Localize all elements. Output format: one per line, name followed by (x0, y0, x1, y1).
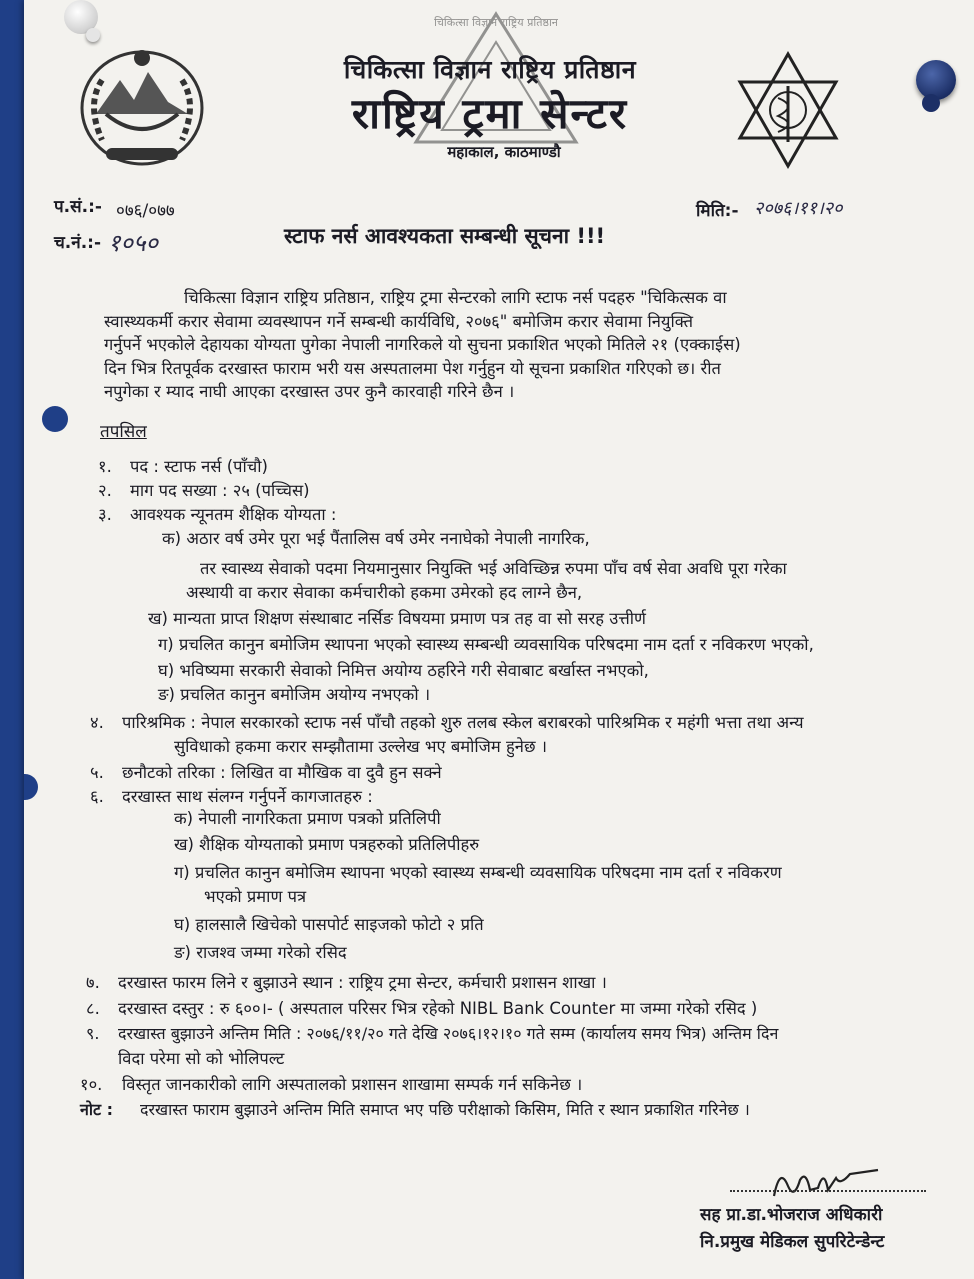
item-number: ४. (90, 713, 104, 732)
date-value: २०७६।११।२० (754, 198, 843, 219)
list-item (90, 760, 442, 783)
cn-value: १०५० (108, 229, 158, 257)
item-text: पारिश्रमिक : नेपाल सरकारको स्टाफ नर्स पाँचौ तहको शुरु तलब स्केल बराबरको पारिश्रमिक र महंगी भत्ता तथा अन्य (122, 713, 804, 732)
sub-item: क) अठार वर्ष उमेर पूरा भई पैंतालिस वर्ष उमेर ननाघेको नेपाली नागरिक, (162, 529, 590, 548)
notice-title: स्टाफ नर्स आवश्यकता सम्बन्धी सूचना !!! (284, 224, 606, 248)
sub-item: ख) शैक्षिक योग्यताको प्रमाण पत्रहरुको प्रतिलिपीहरु (174, 835, 480, 854)
sub-item: ङ) प्रचलित कानुन बमोजिम अयोग्य नभएको । (158, 685, 431, 704)
item-text: दरखास्त साथ संलग्न गर्नुपर्ने कागजातहरु : (122, 787, 373, 806)
list-item (90, 784, 373, 807)
intro-line: चिकित्सा विज्ञान राष्ट्रिय प्रतिष्ठान, राष्ट्रिय ट्रमा सेन्टरको लागि स्टाफ नर्स पदहरु "चिकित्सक वा (184, 288, 727, 307)
white-pushpin-icon (64, 0, 98, 34)
intro-paragraph (104, 286, 940, 404)
punch-hole-icon (42, 406, 68, 432)
sub-item: क) नेपाली नागरिकता प्रमाण पत्रको प्रतिलिपी (174, 809, 441, 828)
list-item (80, 1072, 582, 1095)
intro-line: गर्नुपर्ने भएकोले देहायका योग्यता पुगेका नेपाली नागरिकले यो सुचना प्रकाशित भएको मितिले २१ (एक्काईस) (104, 335, 741, 354)
note-label: नोट : (80, 1100, 114, 1119)
item-number: ८. (86, 999, 100, 1018)
item-text: पद : स्टाफ नर्स (पाँचौ) (130, 457, 268, 476)
note-text: दरखास्त फाराम बुझाउने अन्तिम मिति समाप्त भए पछि परीक्षाको किसिम, मिति र स्थान प्रकाशित गरिनेछ । (140, 1100, 750, 1119)
list-item (86, 970, 607, 993)
notice-paper (24, 0, 974, 1279)
item-number: १. (98, 457, 112, 476)
item-text: दरखास्त बुझाउने अन्तिम मिति : २०७६/११/२० गते देखि २०७६।१२।१० गते सम्म (कार्यालय समय भित्र) अन्तिम दिन (118, 1024, 779, 1043)
item-continuation: विदा परेमा सो को भोलिपल्ट (118, 1049, 285, 1068)
item-text: विस्तृत जानकारीको लागि अस्पतालको प्रशासन शाखामा सम्पर्क गर्न सकिनेछ । (122, 1075, 583, 1094)
nepal-emblem-icon (76, 40, 208, 170)
cn-label: च.नं.:- (54, 233, 101, 253)
details-heading: तपसिल (100, 422, 147, 442)
sub-item: ङ) राजश्व जम्मा गरेको रसिद (174, 943, 347, 962)
item-number: १०. (80, 1075, 103, 1094)
note (80, 1098, 750, 1120)
item-number: ५. (90, 763, 104, 782)
blue-pushpin-icon (916, 60, 956, 100)
item-continuation: सुविधाको हकमा करार सम्झौतामा उल्लेख भए बमोजिम हुनेछ । (174, 737, 548, 756)
signature-line (730, 1190, 926, 1192)
institution-name: चिकित्सा विज्ञान राष्ट्रिय प्रतिष्ठान (343, 55, 637, 84)
signer-name: सह प्रा.डा.भोजराज अधिकारी (700, 1205, 883, 1225)
intro-line: दिन भित्र रितपूर्वक दरखास्त फाराम भरी यस अस्पतालमा पेश गर्नुहुन यो सूचना प्रकाशित गरिएको छ। रीत (104, 358, 721, 378)
handwritten-signature-icon (766, 1160, 886, 1204)
ps-value: ०७६/०७७ (116, 201, 175, 221)
svg-text:चिकित्सा विज्ञान राष्ट्रिय प्र: चिकित्सा विज्ञान राष्ट्रिय प्रतिष्ठान (434, 16, 558, 29)
sub-item: घ) भविष्यमा सरकारी सेवाको निमित्त अयोग्य ठहरिने गरी सेवाबाट बर्खास्त नभएको, (158, 661, 649, 680)
list-item (98, 502, 336, 525)
list-item (86, 1022, 778, 1044)
item-number: ६. (90, 787, 104, 806)
list-item (98, 478, 310, 501)
item-number: ७. (86, 973, 100, 992)
center-name: राष्ट्रिय ट्रमा सेन्टर (351, 89, 629, 138)
sub-item: ग) प्रचलित कानुन बमोजिम स्थापना भएको स्वास्थ्य सम्बन्धी व्यवसायिक परिषदमा नाम दर्ता र नविकरण भएको, (158, 635, 814, 654)
list-item (90, 710, 804, 733)
sub-item: घ) हालसालै खिचेको पासपोर्ट साइजको फोटो २ प्रति (174, 915, 484, 934)
list-item (98, 454, 268, 477)
date-label: मिति:- (696, 201, 739, 221)
sub-item-continuation: भएको प्रमाण पत्र (204, 887, 307, 906)
item-text: दरखास्त फारम लिने र बुझाउने स्थान : राष्ट्रिय ट्रमा सेन्टर, कर्मचारी प्रशासन शाखा । (118, 973, 607, 992)
intro-line: स्वास्थ्यकर्मी करार सेवामा व्यवस्थापन गर्ने सम्बन्धी कार्यविधि, २०७६" बमोजिम करार सेवामा नियुक्ति (104, 311, 693, 331)
punch-hole-icon (24, 774, 38, 800)
signer-designation: नि.प्रमुख मेडिकल सुपरिटेन्डेन्ट (700, 1232, 885, 1252)
item-text: माग पद सख्या : २५ (पच्चिस) (130, 481, 310, 500)
item-number: ९. (86, 1024, 100, 1043)
item-text: दरखास्त दस्तुर : रु ६००।- ( अस्पताल परिसर भित्र रहेको NIBL Bank Counter मा जम्मा गरेको रसिद ) (118, 999, 758, 1018)
sub-item-continuation: तर स्वास्थ्य सेवाको पदमा नियमानुसार नियुक्ति भई अविच्छिन्न रुपमा पाँच वर्ष सेवा अवधि पूरा गरेका (200, 559, 787, 578)
item-number: २. (98, 481, 112, 500)
sub-item: ख) मान्यता प्राप्त शिक्षण संस्थाबाट नर्सिङ विषयमा प्रमाण पत्र तह वा सो सरह उत्तीर्ण (148, 609, 646, 628)
intro-line: नपुगेका र म्याद नाघी आएका दरखास्त उपर कुनै कारवाही गरिने छैन । (104, 382, 515, 401)
list-item (86, 996, 757, 1019)
ps-label: प.सं.:- (54, 197, 102, 217)
item-number: ३. (98, 505, 112, 524)
item-text: छनौटको तरिका : लिखित वा मौखिक वा दुवै हुन सक्ने (122, 763, 442, 782)
sub-item-continuation: अस्थायी वा करार सेवाका कर्मचारीको हकमा उमेरको हद लाग्ने छैन, (186, 583, 583, 602)
item-text: आवश्यक न्यूनतम शैक्षिक योग्यता : (130, 505, 337, 524)
sub-item: ग) प्रचलित कानुन बमोजिम स्थापना भएको स्वास्थ्य सम्बन्धी व्यवसायिक परिषदमा नाम दर्ता र नविकरण (174, 863, 782, 882)
center-location: महाकाल, काठमाण्डौ (447, 143, 561, 161)
